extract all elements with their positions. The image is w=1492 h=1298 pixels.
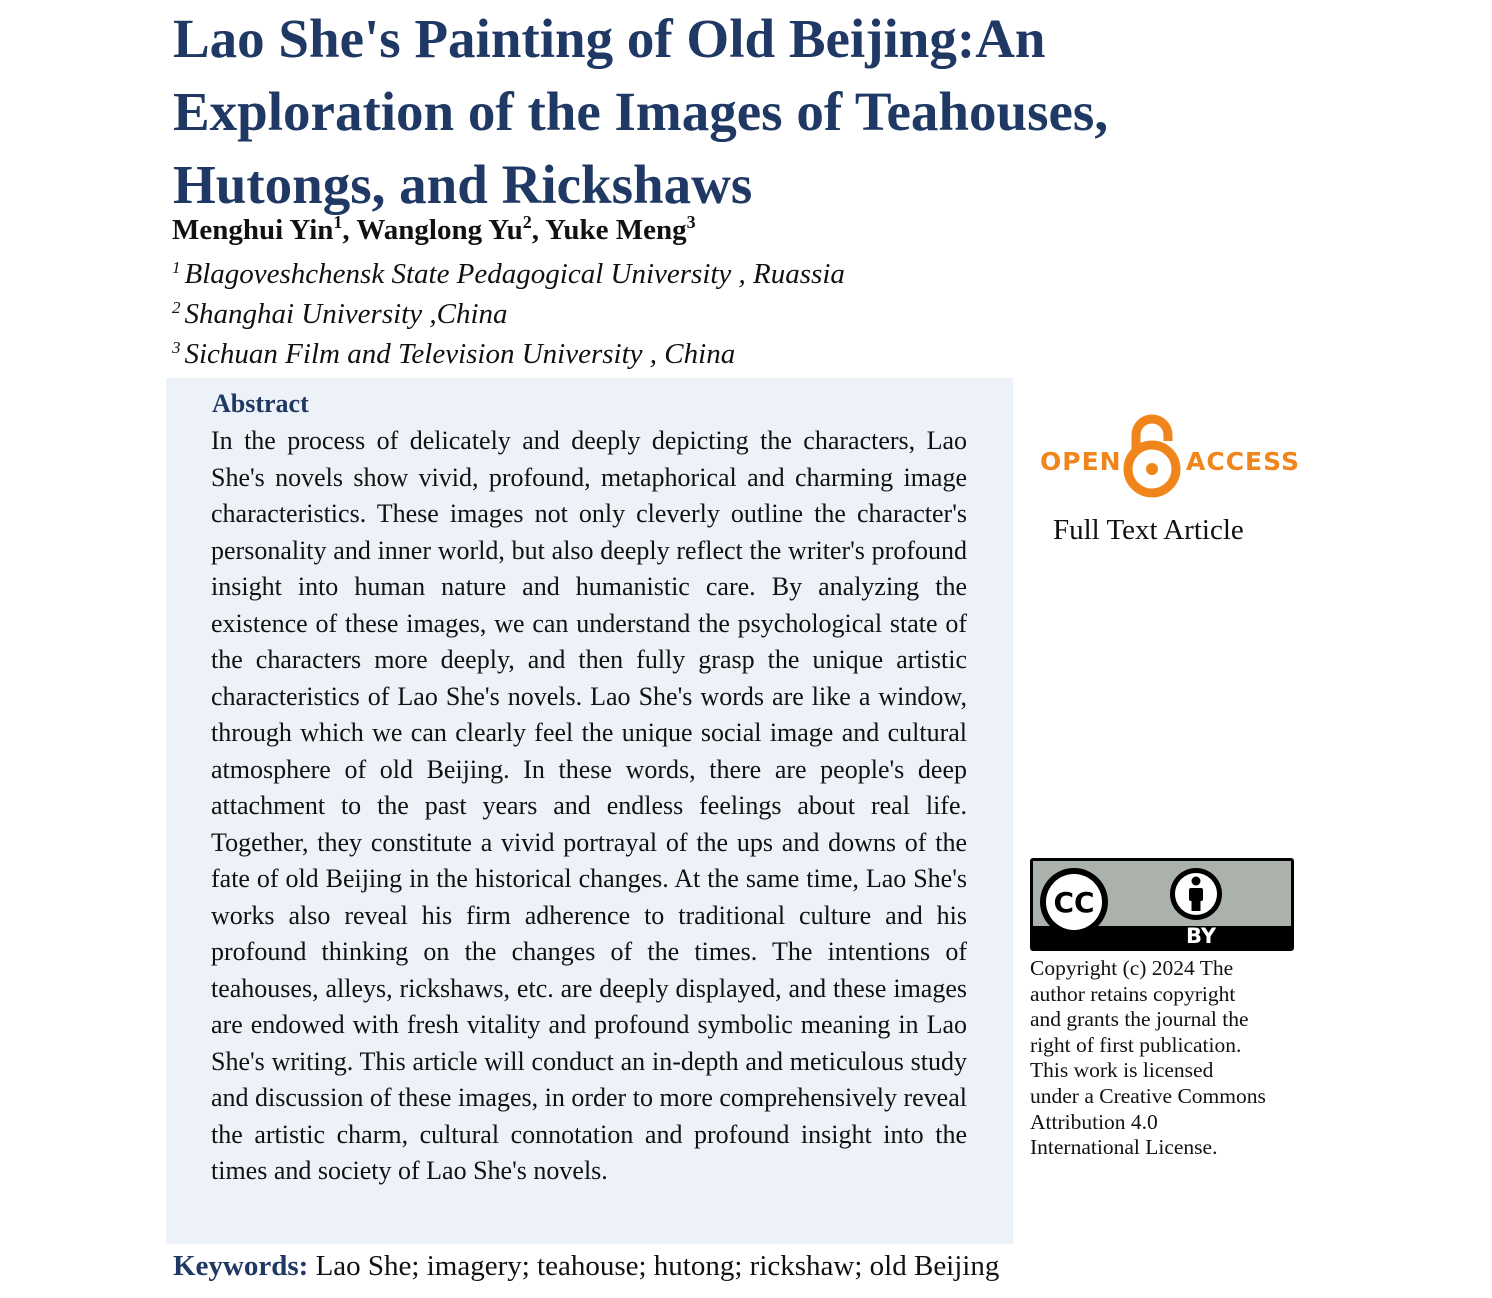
open-lock-icon	[1122, 407, 1182, 503]
keywords-text: Lao She; imagery; teahouse; hutong; rickshaw; old Beijing	[315, 1250, 1000, 1282]
copyright-line: under a Creative Commons	[1030, 1083, 1266, 1108]
author-affiliation-marker: 3	[686, 212, 696, 232]
author-separator: ,	[531, 214, 546, 246]
copyright-line: right of first publication.	[1030, 1032, 1242, 1057]
full-text-caption: Full Text Article	[1053, 514, 1244, 546]
abstract-box	[166, 378, 1013, 1244]
by-label: BY	[1186, 924, 1217, 948]
affiliation-number: 3	[172, 338, 181, 357]
cc-icon-text: CC	[1053, 886, 1095, 919]
copyright-line: and grants the journal the	[1030, 1007, 1249, 1032]
keywords-label: Keywords:	[173, 1250, 309, 1282]
author-name: Yuke Meng	[545, 214, 687, 246]
affiliation-number: 1	[172, 258, 181, 277]
affiliation	[172, 334, 845, 374]
copyright-line: Attribution 4.0	[1030, 1109, 1158, 1134]
copyright-line: International License.	[1030, 1135, 1218, 1160]
creative-commons-icon	[1038, 866, 1110, 938]
abstract-text: In the process of delicately and deeply depicting the characters, Lao She's novels show vivid, profound, metaphorical and charming image characteristics. These images not only cleverly outline the character's personality and inner world, but also deeply reflect the writer's profound insight into human nature and humanistic care. By analyzing the existence of these images, we can understand the psychological state of the characters more deeply, and then fully grasp the unique artistic characteristics of Lao She's novels. Lao She's words are like a window, through which we can clearly feel the unique social image and cultural atmosphere of old Beijing. In these words, there are people's deep attachment to the past years and endless feelings about real life. Together, they constitute a vivid portrayal of the ups and downs of the fate of old Beijing in the historical changes. At the same time, Lao She's works also reveal his firm adherence to traditional culture and his profound thinking on the changes of the times. The intentions of teahouses, alleys, rickshaws, etc. are deeply displayed, and these images are endowed with fresh vitality and profound symbolic meaning in Lao She's writing. This article will conduct an in-depth and meticulous study and discussion of these images, in order to more comprehensively reveal the artistic charm, cultural connotation and profound insight into the times and society of Lao She's novels.	[211, 426, 967, 1185]
open-access-access-label: ACCESS	[1186, 447, 1301, 476]
affiliation-text: Blagoveshchensk State Pedagogical University , Ruassia	[184, 258, 845, 290]
affiliation-text: Shanghai University ,China	[184, 298, 508, 330]
author-name: Wanglong Yu	[356, 214, 523, 246]
affiliation	[172, 294, 845, 334]
copyright-line: This work is licensed	[1030, 1058, 1214, 1083]
copyright-line: Copyright (c) 2024 The	[1030, 956, 1234, 980]
copyright-notice	[1030, 956, 1300, 1161]
author-name: Menghui Yin	[172, 214, 334, 246]
affiliation-number: 2	[172, 298, 181, 317]
attribution-person-icon	[1168, 866, 1224, 922]
affiliation-list	[172, 254, 845, 374]
author-separator: ,	[342, 214, 357, 246]
author-affiliation-marker: 2	[522, 212, 532, 232]
copyright-line: author retains copyright	[1030, 981, 1236, 1006]
open-access-logo	[1038, 405, 1301, 505]
author-affiliation-marker: 1	[333, 212, 343, 232]
open-access-open-label: OPEN	[1040, 447, 1122, 476]
cc-by-license-badge[interactable]	[1030, 858, 1294, 951]
author-list	[172, 214, 696, 247]
affiliation	[172, 254, 845, 294]
paper-title: Lao She's Painting of Old Beijing:An Exploration of the Images of Teahouses, Hutongs, and Rickshaws	[173, 8, 1109, 215]
keywords	[173, 1250, 999, 1283]
affiliation-text: Sichuan Film and Television University , China	[184, 338, 736, 370]
abstract-heading: Abstract	[212, 389, 309, 418]
